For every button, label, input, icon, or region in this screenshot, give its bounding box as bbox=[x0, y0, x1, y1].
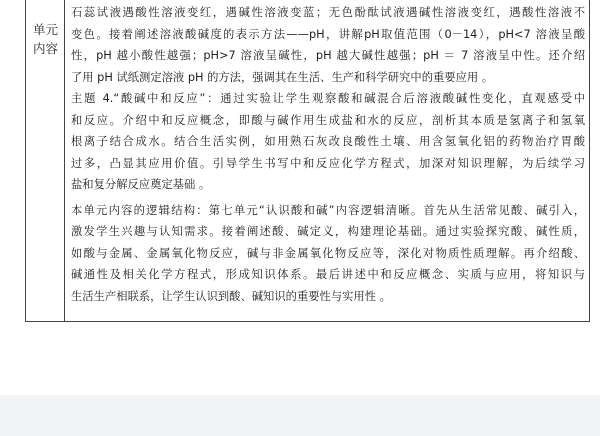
content-line: 根离子结合成水。结合生活实例，如用熟石灰改良酸性土壤、用含氢氧化铝的药物治疗胃酸 bbox=[71, 135, 585, 148]
unit-content-table bbox=[25, 0, 590, 322]
content-line: 碱通性及相关化学方程式，形成知识体系。最后讲述中和反应概念、实质与应用，将知识与 bbox=[71, 268, 585, 281]
content-line: 如酸与金属、金属氧化物反应，碱与非金属氧化物反应等，深化对物质性质理解。再介绍酸、 bbox=[71, 246, 585, 260]
content-line: 性，pH 越小酸性越强；pH>7 溶液呈碱性，pH 越大碱性越强；pH ＝ 7 溶液呈中性。还介绍 bbox=[71, 49, 585, 62]
theme-4-heading-line: 主题 4.“酸碱中和反应”：通过实验让学生观察酸和碱混合后溶液酸碱性变化，直观感受中 bbox=[71, 92, 585, 105]
row-label-line: 内容 bbox=[32, 41, 58, 56]
content-line: 石蕊试液遇酸性溶液变红，遇碱性溶液变蓝；无色酚酞试液遇碱性溶液变红，遇酸性溶液不 bbox=[71, 6, 585, 19]
content-line: 盐和复分解反应奠定基础 。 bbox=[71, 178, 211, 191]
unit-content-cell bbox=[71, 2, 585, 307]
content-line: 生活生产相联系，让学生认识到酸、碱知识的重要性与实用性 。 bbox=[71, 289, 391, 303]
logic-structure-heading-line: 本单元内容的逻辑结构：第七单元“认识酸和碱”内容逻辑清晰。首先从生活常见酸、碱引入， bbox=[71, 203, 585, 217]
content-line: 过多，凸显其应用价值。引导学生书写中和反应化学方程式，加深对知识理解，为后续学习 bbox=[71, 156, 585, 170]
content-line: 变色。接着阐述溶液酸碱度的表示方法——pH，讲解pH取值范围（0－14），pH<7 溶液呈酸 bbox=[71, 27, 585, 41]
row-label bbox=[29, 20, 62, 58]
row-label-line: 单元 bbox=[32, 22, 58, 37]
content-line: 了用 pH 试纸测定溶液 pH 的方法，强调其在生活、生产和科学研究中的重要应用 。 bbox=[71, 70, 494, 84]
content-line: 和反应。介绍中和反应概念，即酸与碱作用生成盐和水的反应，剖析其本质是氢离子和氢氧 bbox=[71, 113, 585, 127]
row-label-cell bbox=[26, 0, 65, 321]
page-footer-band bbox=[0, 395, 600, 436]
content-line: 激发学生兴趣与认知需求。接着阐述酸、碱定义，构建理论基础。通过实验探究酸、碱性质， bbox=[71, 225, 585, 238]
